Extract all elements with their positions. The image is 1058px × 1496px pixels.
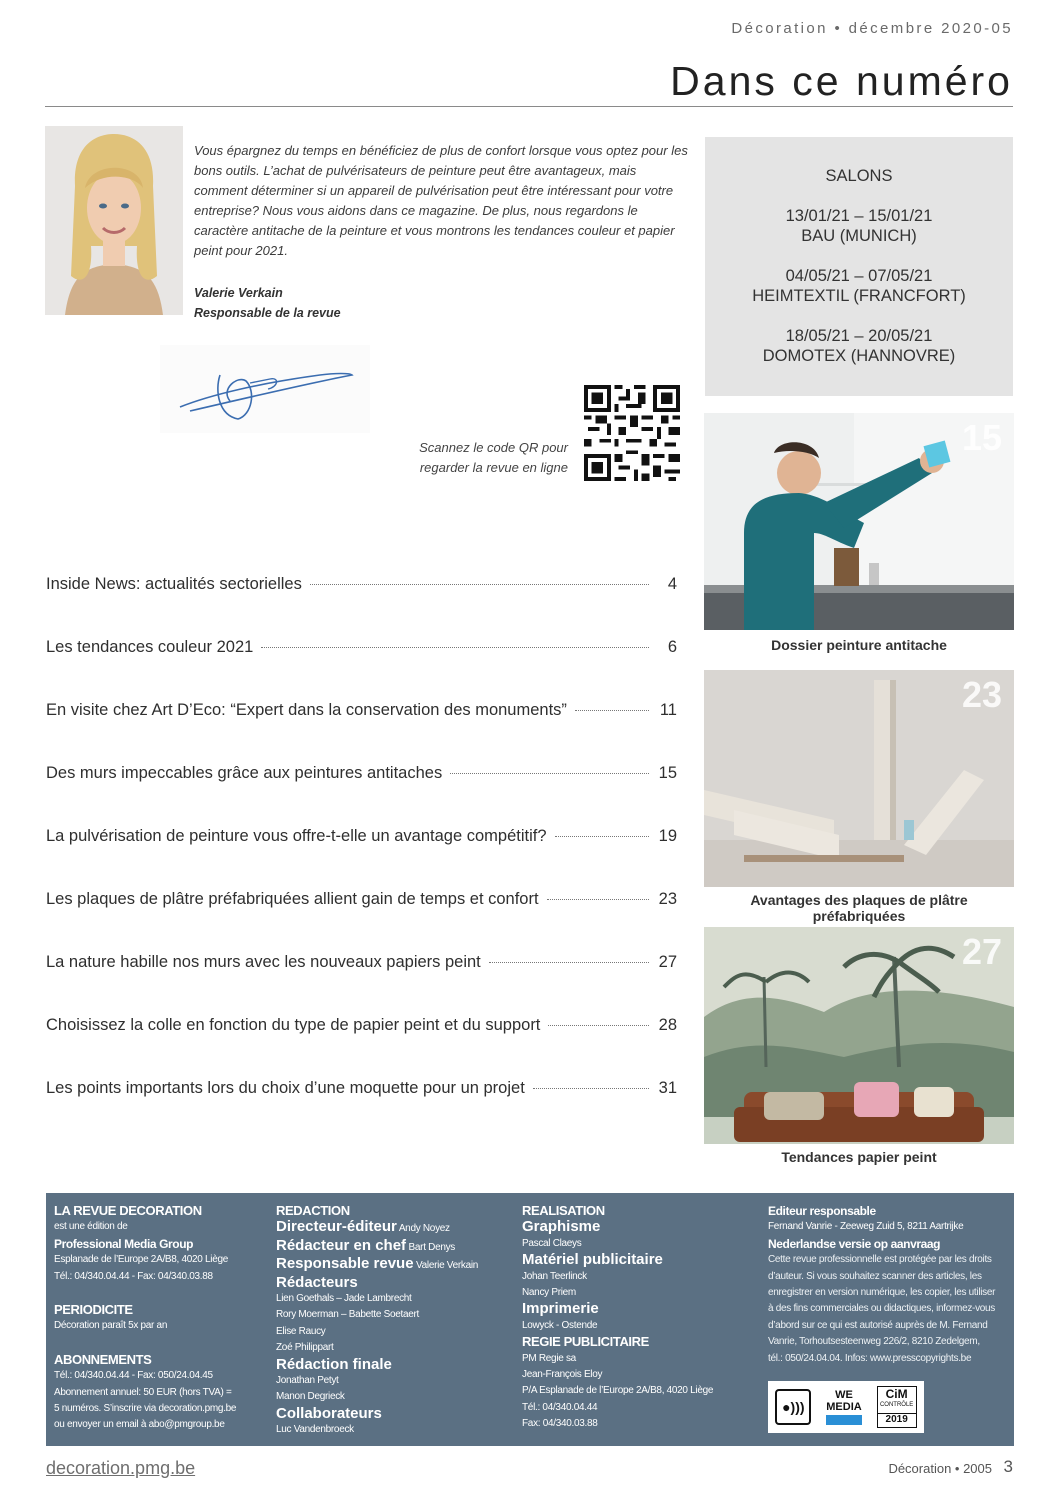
colophon-line: Zoé Philippart — [276, 1342, 334, 1354]
page-title: Dans ce numéro — [670, 58, 1013, 104]
toc-page: 6 — [667, 638, 677, 656]
salons-title: SALONS — [825, 167, 893, 185]
colophon-person: Andy Noyez — [398, 1223, 450, 1235]
colophon-line: Décoration paraît 5x par an — [54, 1320, 168, 1332]
footer-issue-meta: Décoration • 2005 — [888, 1461, 992, 1476]
toc-title: La nature habille nos murs avec les nouveaux papiers peint — [46, 953, 481, 971]
colophon-line: d’auteur. Si vous souhaitez scanner des articles, les — [768, 1270, 982, 1282]
colophon-heading: REGIE PUBLICITAIRE — [522, 1334, 649, 1350]
cim-logo-text: CiM — [885, 1387, 908, 1401]
colophon-line: Elise Raucy — [276, 1325, 326, 1337]
cim-logo-text: 2019 — [878, 1413, 916, 1425]
colophon-heading: ABONNEMENTS — [54, 1351, 152, 1367]
qr-caption-line-2: regarder la revue en ligne — [419, 460, 568, 475]
colophon-line: Jonathan Petyt — [276, 1375, 339, 1387]
toc-entry[interactable] — [46, 1079, 677, 1142]
colophon-line: Cette revue professionnelle est protégée par les droits — [768, 1254, 992, 1266]
toc-page: 23 — [658, 890, 677, 908]
cim-logo — [877, 1386, 917, 1428]
colophon-line: Tél.: 04/340.04.44 - Fax: 050/24.04.45 — [54, 1370, 213, 1382]
colophon-heading: REALISATION — [522, 1203, 605, 1218]
toc-leader — [489, 962, 649, 963]
editorial-text: Vous épargnez du temps en bénéficiez de plus de confort lorsque vous optez pour les bons outils. L’achat de pulvérisateurs de peinture peut être avantageux, mais comment déterminer si un appareil de pulvérisation peut être intéressant pour votre entreprise? Nous vous aidons dans ce magazine. De plus, nous regardons le caractère antitache de la peinture et vous montrons les tendances couleur et papier peint pour 2021. — [194, 143, 688, 258]
colophon-line: tél.: 050/24.04.04. Infos: www.presscopyrights.be — [768, 1352, 972, 1364]
colophon-line: P/A Esplanade de l’Europe 2A/B8, 4020 Liège — [522, 1385, 714, 1397]
toc-leader — [575, 710, 649, 711]
toc-title: Les tendances couleur 2021 — [46, 638, 254, 656]
colophon — [46, 1193, 1014, 1446]
we-media-logo-text: MEDIA — [826, 1401, 862, 1413]
toc-entry[interactable] — [46, 953, 677, 1016]
colophon-line: Abonnement annuel: 50 EUR (hors TVA) = — [54, 1386, 232, 1398]
salon-dates: 04/05/21 – 07/05/21 — [785, 267, 933, 285]
colophon-role: Rédaction finale — [276, 1355, 392, 1373]
toc-title: Les points importants lors du choix d’une moquette pour un projet — [46, 1079, 525, 1097]
colophon-line: Johan Teerlinck — [522, 1270, 587, 1282]
toc-page: 27 — [658, 953, 677, 971]
salon-dates: 13/01/21 – 15/01/21 — [785, 207, 933, 225]
header-rule — [45, 106, 1013, 107]
editor-role: Responsable de la revue — [194, 306, 341, 320]
colophon-line: à des fins commerciales ou didactiques, informez-vous — [768, 1303, 995, 1315]
colophon-line: Lowyck - Ostende — [522, 1319, 598, 1331]
qr-caption-line-1: Scannez le code QR pour — [419, 440, 568, 455]
salon-item — [705, 206, 1013, 246]
colophon-line: 5 numéros. S’inscrire via decoration.pmg.be — [54, 1403, 237, 1415]
page-number: 3 — [1003, 1457, 1013, 1476]
colophon-role: Rédacteur en chef — [276, 1236, 407, 1254]
salon-name: DOMOTEX (HANNOVRE) — [762, 347, 956, 365]
colophon-line: Pascal Claeys — [522, 1237, 582, 1249]
toc-page: 31 — [658, 1079, 677, 1097]
colophon-line: Tél.: 04/340.04.44 - Fax: 04/340.03.88 — [54, 1270, 213, 1282]
cim-logo-text: CONTRÔLE — [879, 1402, 914, 1408]
colophon-person: Valerie Verkain — [416, 1260, 479, 1272]
website-link[interactable]: decoration.pmg.be — [46, 1458, 196, 1478]
feature-page-number: 15 — [961, 417, 1002, 458]
toc-page: 15 — [658, 764, 677, 782]
colophon-col-redaction — [276, 1203, 511, 1439]
toc-title: La pulvérisation de peinture vous offre-t-elle un avantage compétitif? — [46, 827, 547, 845]
colophon-line: Nancy Priem — [522, 1287, 576, 1299]
toc-title: En visite chez Art D’Eco: “Expert dans la conservation des monuments” — [46, 701, 567, 719]
we-media-logo-text: WE — [835, 1389, 853, 1401]
editorial-signature-block — [194, 283, 341, 323]
toc-page: 28 — [658, 1016, 677, 1034]
colophon-col-realisation — [522, 1203, 757, 1433]
colophon-role: Collaborateurs — [276, 1404, 382, 1422]
toc-entry[interactable] — [46, 827, 677, 890]
salon-item — [705, 266, 1013, 306]
colophon-line: Luc Vandenbroeck — [276, 1424, 354, 1436]
colophon-heading: PERIODICITE — [54, 1302, 133, 1318]
table-of-contents — [46, 575, 677, 1142]
colophon-heading: REDACTION — [276, 1203, 350, 1218]
qr-caption — [360, 438, 568, 478]
colophon-line: Vanrie, Torhoutsesteenweg 226/2, 8210 Zedelgem, — [768, 1336, 980, 1348]
qr-code[interactable] — [584, 385, 680, 481]
colophon-role: Graphisme — [522, 1218, 601, 1236]
toc-page: 19 — [658, 827, 677, 845]
toc-entry[interactable] — [46, 575, 677, 638]
toc-page: 11 — [659, 701, 677, 719]
colophon-line: est une édition de — [54, 1221, 128, 1233]
toc-entry[interactable] — [46, 638, 677, 701]
colophon-role: Directeur-éditeur — [276, 1218, 397, 1236]
feature-image-wallpaper[interactable] — [704, 927, 1014, 1144]
salon-dates: 18/05/21 – 20/05/21 — [785, 327, 933, 345]
editor-name: Valerie Verkain — [194, 286, 283, 300]
toc-title: Des murs impeccables grâce aux peintures antitaches — [46, 764, 443, 782]
colophon-role: Matériel publicitaire — [522, 1251, 663, 1269]
toc-leader — [555, 836, 649, 837]
colophon-heading: LA REVUE DECORATION — [54, 1203, 202, 1218]
toc-leader — [261, 647, 649, 648]
toc-leader — [548, 1025, 649, 1026]
colophon-role: Rédacteurs — [276, 1273, 358, 1291]
feature-image-plaster[interactable] — [704, 670, 1014, 887]
feature-page-number: 23 — [961, 674, 1002, 715]
editor-photo — [45, 126, 183, 315]
salon-name: HEIMTEXTIL (FRANCFORT) — [752, 287, 966, 305]
salon-item — [705, 326, 1013, 366]
toc-entry[interactable] — [46, 1016, 677, 1079]
feature-page-number: 27 — [961, 931, 1002, 972]
feature-image-paint[interactable] — [704, 413, 1014, 630]
colophon-line: enregistrer en version numérique, les copier, les utiliser — [768, 1287, 996, 1299]
colophon-line: ou envoyer un email à abo@pmgroup.be — [54, 1419, 225, 1431]
colophon-role: Imprimerie — [522, 1300, 599, 1318]
toc-title: Inside News: actualités sectorielles — [46, 575, 302, 593]
we-media-logo — [826, 1389, 862, 1425]
handwritten-signature — [160, 345, 370, 433]
toc-entry[interactable] — [46, 890, 677, 953]
colophon-col-publisher — [54, 1203, 269, 1434]
colophon-line: Esplanade de l’Europe 2A/B8, 4020 Liège — [54, 1254, 228, 1266]
toc-title: Choisissez la colle en fonction du type de papier peint et du support — [46, 1016, 541, 1034]
colophon-line: Rory Moerman – Babette Soetaert — [276, 1309, 420, 1321]
press-copyright-logo: ●))) — [775, 1389, 811, 1425]
colophon-line: Tél.: 04/340.04.44 — [522, 1401, 598, 1413]
feature-caption: Dossier peinture antitache — [771, 637, 947, 653]
toc-page: 4 — [667, 575, 677, 593]
toc-leader — [450, 773, 649, 774]
toc-entry[interactable] — [46, 764, 677, 827]
colophon-line: Lien Goethals – Jade Lambrecht — [276, 1293, 412, 1305]
colophon-line: Fernand Vanrie - Zeeweg Zuid 5, 8211 Aartrijke — [768, 1221, 964, 1233]
colophon-line: Professional Media Group — [54, 1236, 194, 1251]
colophon-col-editor — [768, 1203, 1008, 1367]
colophon-line: Manon Degrieck — [276, 1391, 345, 1403]
colophon-role: Responsable revue — [276, 1255, 414, 1273]
issue-meta: Décoration • décembre 2020-05 — [731, 20, 1013, 37]
colophon-heading: Editeur responsable — [768, 1204, 876, 1218]
toc-leader — [547, 899, 649, 900]
colophon-line: Fax: 04/340.03.88 — [522, 1418, 598, 1430]
feature-caption: Tendances papier peint — [781, 1149, 937, 1165]
toc-title: Les plaques de plâtre préfabriquées allient gain de temps et confort — [46, 890, 539, 908]
salon-name: BAU (MUNICH) — [801, 227, 917, 245]
feature-caption: Avantages des plaques de plâtre préfabriquées — [750, 892, 968, 924]
toc-entry[interactable] — [46, 701, 677, 764]
toc-leader — [533, 1088, 649, 1089]
colophon-line: d’abord sur ce qui est autorisé auprès de M. Fernand — [768, 1319, 988, 1331]
salons-box — [705, 137, 1013, 396]
colophon-line: Jean-François Eloy — [522, 1369, 603, 1381]
toc-leader — [310, 584, 649, 585]
colophon-heading: Nederlandse versie op aanvraag — [768, 1236, 941, 1251]
partner-logos — [768, 1381, 924, 1433]
colophon-person: Bart Denys — [408, 1241, 455, 1253]
colophon-line: PM Regie sa — [522, 1352, 576, 1364]
